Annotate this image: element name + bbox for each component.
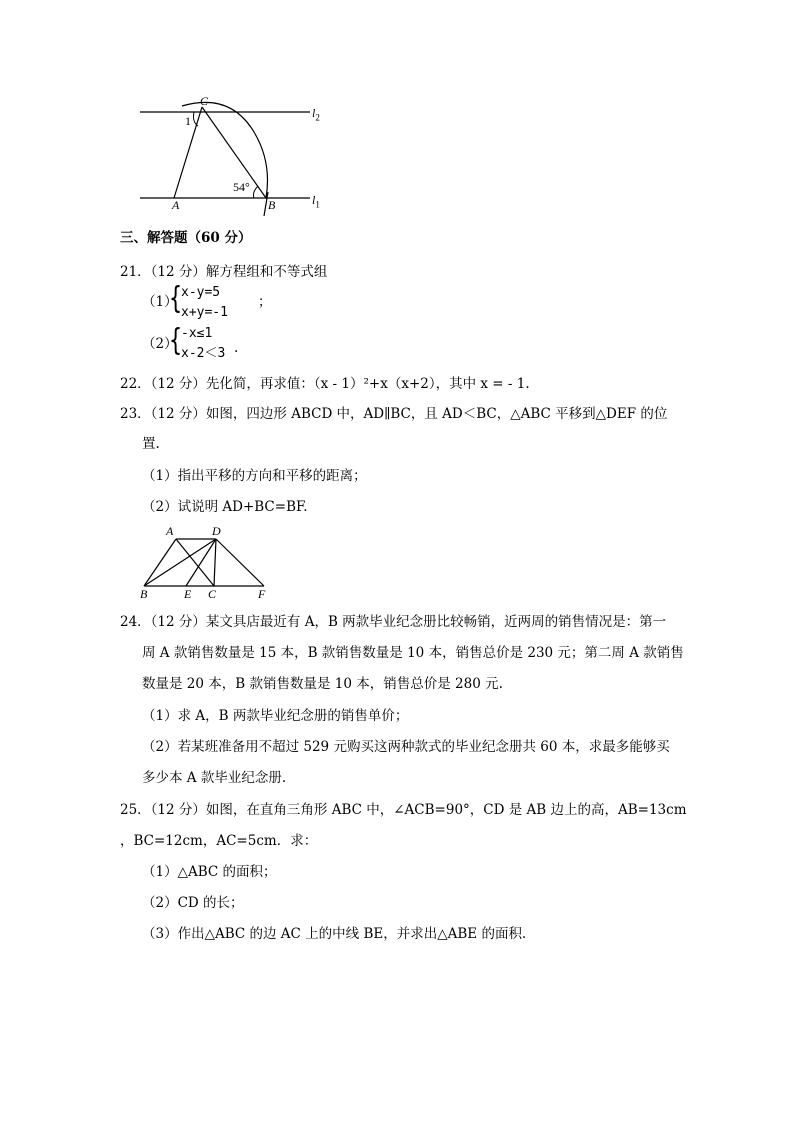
- q24-line1: 24．（12 分）某文具店最近有 A，B 两款毕业纪念册比较畅销，近两周的销售情况是：第一: [120, 614, 667, 630]
- label-f: F: [258, 587, 266, 601]
- section-title: 三、解答题（60 分）: [120, 230, 252, 246]
- figure-trapezoid: [134, 524, 274, 604]
- label-a: A: [166, 524, 174, 538]
- arc: [182, 102, 268, 198]
- q21-p1-end: ；: [258, 294, 272, 310]
- q23-line2: 置.: [142, 436, 160, 452]
- segment-de: [186, 539, 216, 586]
- label-angle-54: 54°: [233, 180, 250, 194]
- q21-p1-eq2: x+y=-1: [181, 305, 228, 320]
- q24-p1: （1）求 A，B 两款毕业纪念册的销售单价；: [142, 708, 409, 724]
- q21-p2-label: （2）: [142, 336, 178, 352]
- q23-line1: 23．（12 分）如图，四边形 ABCD 中，AD∥BC，且 AD＜BC，△ABC 平移到△DEF 的位: [120, 406, 668, 422]
- segment-ac: [176, 539, 214, 586]
- segment-dc: [214, 539, 216, 586]
- segment-db: [144, 539, 216, 586]
- q25-line2: ，BC=12cm，AC=5cm．求：: [120, 833, 318, 849]
- label-l2: $l_2$: [312, 106, 320, 123]
- trapezoid-diagram: [134, 524, 274, 604]
- q24-line3: 数量是 20 本，B 款销售数量是 10 本，销售总价是 280 元.: [142, 676, 503, 692]
- segment-ab: [144, 539, 176, 586]
- label-c: C: [208, 587, 217, 601]
- q21-p2-eq1: -x≤1: [181, 326, 213, 341]
- q21-p1-eq1: x-y=5: [181, 285, 221, 300]
- q23-p2: （2）试说明 AD+BC=BF.: [142, 499, 308, 515]
- q24-p2-line1: （2）若某班准备用不超过 529 元购买这两种款式的毕业纪念册共 60 本，求最多能够买: [142, 739, 670, 755]
- q25-p1: （1）△ABC 的面积；: [142, 864, 277, 880]
- label-b: B: [140, 587, 148, 601]
- q24-line2: 周 A 款销售数量是 15 本，B 款销售数量是 10 本，销售总价是 230 元；第二周 A 款销售: [142, 645, 684, 661]
- label-l1: $l_1$: [312, 193, 320, 210]
- figure-parallel-lines: [130, 92, 330, 222]
- angle-arc: [254, 186, 259, 198]
- q25-p3: （3）作出△ABC 的边 AC 上的中线 BE，并求出△ABE 的面积.: [142, 926, 527, 942]
- q25-line1: 25．（12 分）如图，在直角三角形 ABC 中，∠ACB=90°，CD 是 AB 边上的高，AB=13cm: [120, 802, 687, 818]
- q22-text: 22．（12 分）先化简，再求值：（x - 1）²+x（x+2），其中 x = - 1.: [120, 376, 530, 392]
- label-a: A: [172, 198, 180, 212]
- label-b: B: [268, 198, 276, 212]
- parallel-lines-diagram: [130, 92, 330, 222]
- q21-p1-label: （1）: [142, 294, 178, 310]
- q21-p2-eq2: x-2＜3: [181, 346, 226, 361]
- q25-p2: （2）CD 的长；: [142, 895, 244, 911]
- label-e: E: [184, 587, 192, 601]
- segment-df: [216, 539, 264, 586]
- label-c: C: [200, 94, 209, 108]
- brace-icon: {: [168, 323, 183, 358]
- q24-p2-line2: 多少本 A 款毕业纪念册.: [142, 770, 287, 786]
- brace-icon: {: [168, 281, 183, 316]
- q21-stem: 21．（12 分）解方程组和不等式组: [120, 264, 328, 280]
- label-d: D: [212, 524, 221, 538]
- q21-p2-end: .: [234, 340, 239, 356]
- label-angle-1: 1: [185, 114, 191, 128]
- q23-p1: （1）指出平移的方向和平移的距离；: [142, 468, 367, 484]
